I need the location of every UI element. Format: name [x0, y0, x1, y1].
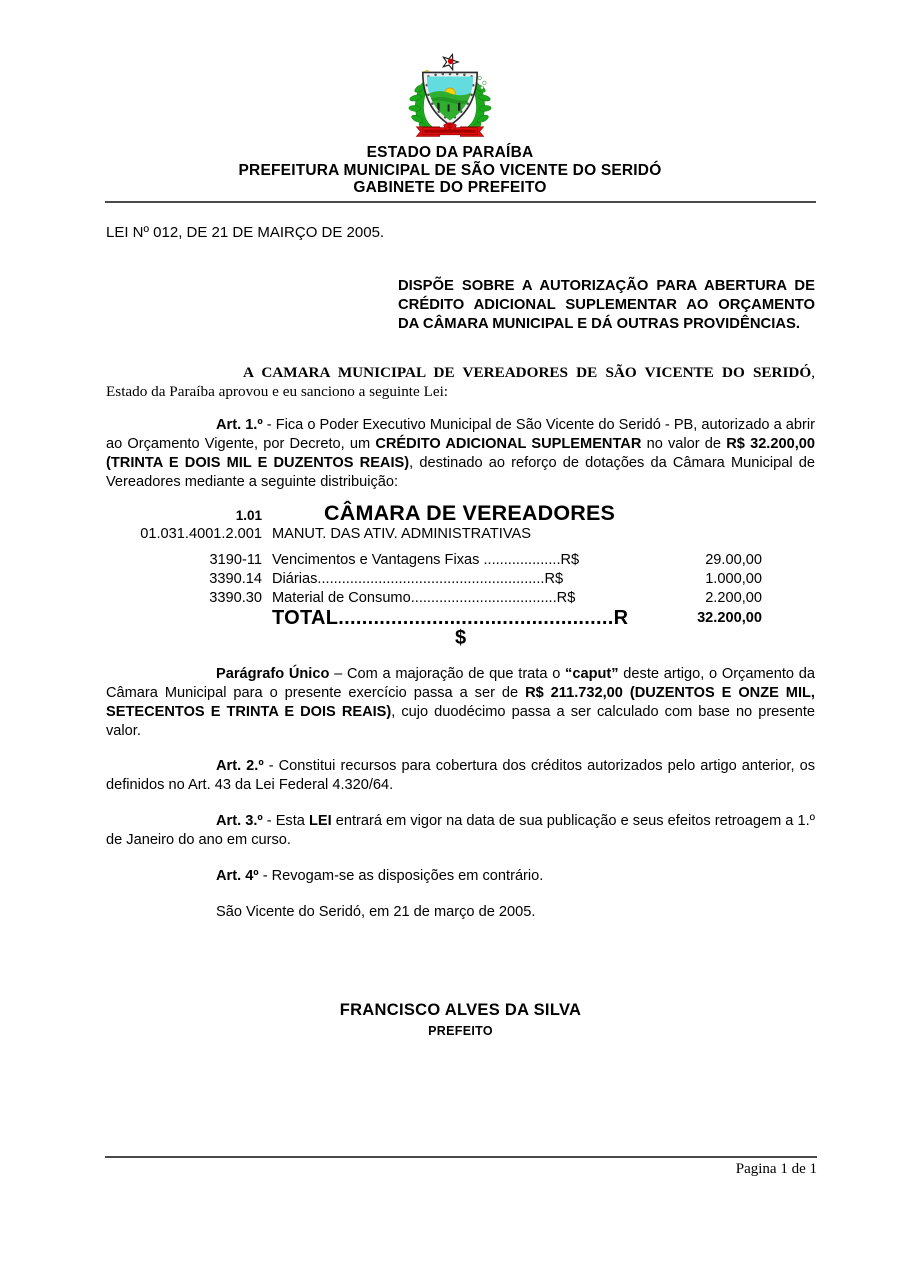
budget-unit-name: CÂMARA DE VEREADORES [324, 500, 616, 525]
paragrafo-unico-label: Parágrafo Único [216, 666, 330, 683]
paragrafo-unico-seg2: deste artigo, o Orçamento da Câmara Municipal para o presente exercício passa a ser de [106, 666, 815, 702]
signature-role: PREFEITO [428, 1024, 493, 1039]
article-1-seg1: - Fica o Poder Executivo Municipal de São Vicente do Seridó - PB, autorizado a abrir ao Orçamento Vigente, por Decreto, um [106, 417, 815, 453]
budget-row-desc: Material de Consumo....................................R$ [272, 590, 576, 607]
paragrafo-unico [106, 665, 815, 740]
article-2-label: Art. 2.º [216, 758, 264, 775]
budget-row-code: 3190-11 [209, 552, 262, 569]
signature-block [106, 1001, 815, 1041]
law-title: LEI Nº 012, DE 21 DE MAIRÇO DE 2005. [106, 223, 385, 241]
budget-row-desc: Vencimentos e Vantagens Fixas ...................R$ [272, 552, 580, 569]
article-4 [106, 867, 815, 886]
signature-name: FRANCISCO ALVES DA SILVA [339, 1001, 582, 1020]
page-number: Pagina 1 de 1 [735, 1161, 817, 1177]
table-row [106, 589, 815, 608]
paragrafo-unico-bold1: “caput” [565, 666, 619, 683]
paragrafo-unico-bold2: R$ 211.732,00 (DUZENTOS E ONZE MIL, SETECENTOS E TRINTA E DOIS REAIS) [106, 685, 815, 720]
article-1-bold2: R$ 32.200,00 (TRINTA E DOIS MIL E DUZENTOS REAIS) [106, 436, 815, 472]
budget-unit-code: 1.01 [235, 507, 262, 523]
article-3-seg1: - Esta [262, 813, 309, 830]
budget-table [106, 500, 815, 650]
budget-row-desc: Diárias........................................................R$ [272, 571, 564, 588]
table-row [106, 570, 815, 589]
budget-total-amount: 32.200,00 [697, 610, 762, 627]
page-footer [105, 1156, 817, 1178]
budget-program-name: MANUT. DAS ATIV. ADMINISTRATIVAS [272, 526, 531, 543]
article-1-label: Art. 1.º [216, 417, 263, 434]
header-divider [105, 201, 816, 203]
preamble-regular: , Estado da Paraíba aprovou e eu sanciono a seguinte Lei: [106, 364, 815, 401]
paragrafo-unico-seg3: , cujo duodécimo passa a ser calculado com base no presente valor. [106, 703, 815, 739]
article-1-seg2: no valor de [641, 436, 727, 453]
letterhead-state: ESTADO DA PARAÍBA [366, 144, 534, 161]
budget-total-row [106, 609, 815, 628]
dateline: São Vicente do Seridó, em 21 de março de 2005. [216, 904, 536, 921]
letterhead [0, 0, 900, 197]
budget-row-amount: 29.00,00 [705, 552, 762, 569]
letterhead-municipality: PREFEITURA MUNICIPAL DE SÃO VICENTE DO SERIDÓ [238, 161, 662, 179]
article-1-seg3: , destinado ao reforço de dotações da Câmara Municipal de Vereadores mediante a seguinte distribuição: [106, 455, 815, 490]
document-body [0, 224, 900, 1041]
article-3-label: Art. 3.º [216, 813, 263, 830]
budget-program-code: 01.031.4001.2.001 [140, 526, 262, 543]
article-1 [106, 416, 815, 491]
paragrafo-unico-seg1: – Com a majoração de que trata o [329, 666, 566, 683]
article-4-seg1: - Revogam-se as disposições em contrário. [258, 867, 544, 884]
budget-unit-row [106, 500, 815, 526]
budget-row-code: 3390.14 [209, 571, 262, 588]
article-2-seg1: - Constitui recursos para cobertura dos créditos autorizados pelo artigo anterior, os definidos no Art. 43 da Lei Federal 4.320/64. [106, 758, 815, 794]
preamble-bold: A CAMARA MUNICIPAL DE VEREADORES DE SÃO VICENTE DO SERIDÓ [243, 364, 812, 382]
budget-row-amount: 2.200,00 [705, 590, 762, 607]
article-2 [106, 757, 815, 795]
table-row [106, 551, 815, 570]
budget-row-amount: 1.000,00 [705, 571, 762, 588]
preamble [106, 363, 815, 401]
article-3-bold1: LEI [308, 813, 332, 830]
article-1-bold1: CRÉDITO ADICIONAL SUPLEMENTAR [375, 436, 642, 453]
letterhead-office: GABINETE DO PREFEITO [353, 179, 547, 196]
paraiba-coat-of-arms-icon [402, 52, 498, 144]
budget-row-code: 3390.30 [209, 590, 262, 607]
article-4-label: Art. 4º [216, 867, 259, 884]
budget-total-suffix: $ [454, 627, 467, 650]
budget-program-row [106, 525, 815, 544]
article-3-seg2: entrará em vigor na data de sua publicação e seus efeitos retroagem a 1.º de Janeiro do ano em curso. [106, 813, 815, 848]
law-summary: DISPÕE SOBRE A AUTORIZAÇÃO PARA ABERTURA DE CRÉDITO ADICIONAL SUPLEMENTAR AO ORÇAMENTO DA CÂMARA MUNICIPAL E DÁ OUTRAS PROVIDÊNCIAS. [398, 278, 815, 333]
article-3 [106, 812, 815, 850]
budget-total-label: TOTAL...............................................R [272, 607, 629, 630]
